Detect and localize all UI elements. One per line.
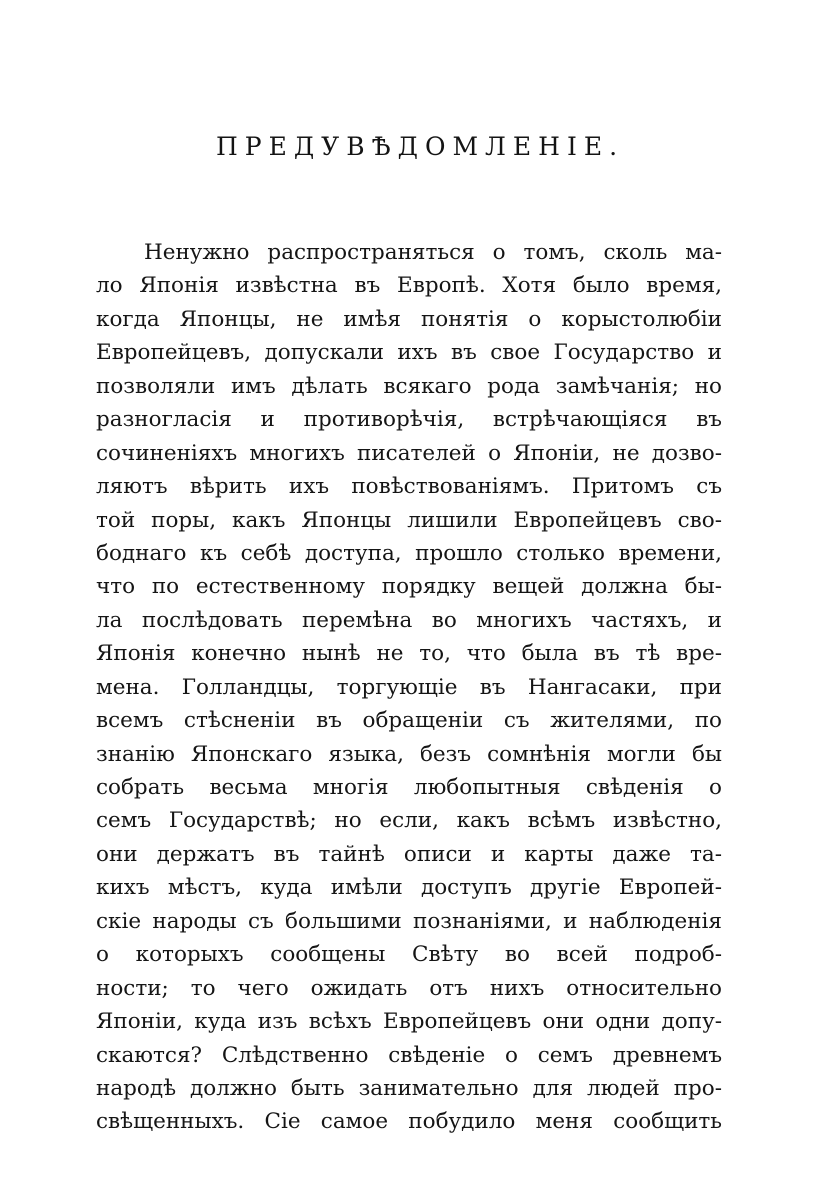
text-line: что по естественному порядку вещей должна бы- — [96, 574, 722, 600]
text-line: скіе народы съ большими познаніями, и наблюденія — [96, 908, 722, 934]
text-line: свѣщенныхъ. Сіе самое побудило меня сообщить — [96, 1109, 722, 1135]
text-line: той поры, какъ Японцы лишили Европейцевъ сво- — [96, 507, 722, 533]
text-line: Ненужно распространяться о томъ, сколь ма- — [144, 240, 722, 265]
text-line: кихъ мѣстъ, куда имѣли доступъ другіе Европей- — [96, 875, 722, 901]
text-line: позволяли имъ дѣлать всякаго рода замѣчанія; но — [96, 373, 722, 399]
text-line: Европейцевъ, допускали ихъ въ свое Государство и — [96, 340, 722, 366]
text-line: разногласія и противорѣчія, встрѣчающіяся въ — [96, 407, 722, 433]
text-line: народѣ должно быть занимательно для людей про- — [96, 1075, 722, 1101]
text-line: они держатъ въ тайнѣ описи и карты даже та- — [96, 841, 722, 867]
text-line: мена. Голландцы, торгующіе въ Нангасаки, при — [96, 674, 722, 700]
text-line: семъ Государствѣ; но если, какъ всѣмъ извѣстно, — [96, 808, 722, 834]
text-line: о которыхъ сообщены Свѣту во всей подроб- — [96, 942, 722, 968]
text-line: ло Японія извѣстна въ Европѣ. Хотя было время, — [96, 273, 722, 299]
text-line: Японіи, куда изъ всѣхъ Европейцевъ они одни допу- — [96, 1009, 722, 1035]
text-line: боднаго къ себѣ доступа, прошло столько времени, — [96, 540, 722, 566]
text-line: всемъ стѣсненіи въ обращеніи съ жителями, по — [96, 708, 722, 734]
text-line: ности; то чего ожидать отъ нихъ относительно — [96, 975, 722, 1001]
text-line: скаются? Слѣдственно свѣденіе о семъ древнемъ — [96, 1042, 722, 1068]
text-line: собрать весьма многія любопытныя свѣденія о — [96, 775, 722, 800]
page-title: ПРЕДУВѢДОМЛЕНІЕ. — [215, 132, 625, 161]
text-line: ла послѣдовать перемѣна во многихъ частяхъ, и — [96, 607, 722, 633]
text-line: сочиненіяхъ многихъ писателей о Японіи, не дозво- — [96, 440, 722, 466]
text-line: ляютъ вѣрить ихъ повѣствованіямъ. Притомъ съ — [96, 474, 722, 500]
text-line: Японія конечно нынѣ не то, что была въ тѣ вре- — [96, 641, 722, 667]
body-paragraph — [96, 236, 722, 1139]
text-line: когда Японцы, не имѣя понятія о корыстолюбіи — [96, 306, 722, 332]
text-line: знанію Японскаго языка, безъ сомнѣнія могли бы — [96, 741, 722, 767]
